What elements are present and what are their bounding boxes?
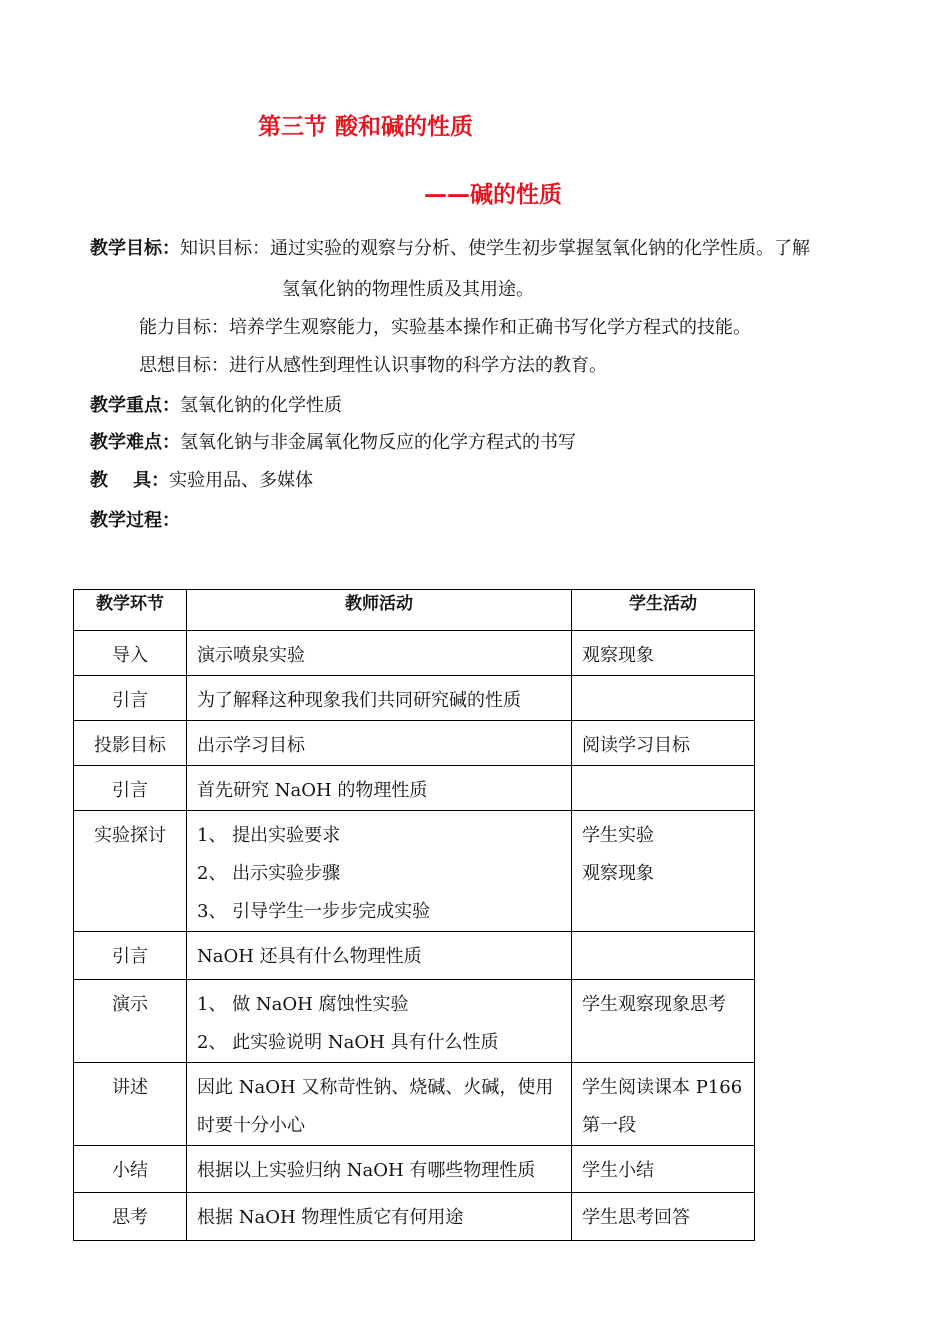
table-row [74, 1193, 755, 1241]
difficulty-label: 教学难点： [90, 432, 180, 453]
student-activity-line: 学生思考回答 [582, 1207, 690, 1228]
student-activity-cell [572, 721, 755, 766]
tools [90, 466, 313, 492]
teacher-activity-line: 根据 NaOH 物理性质它有何用途 [197, 1207, 464, 1228]
table-row [74, 1146, 755, 1193]
difficulty-text: 氢氧化钠与非金属氧化物反应的化学方程式的书写 [180, 432, 576, 453]
stage-cell: 引言 [74, 676, 187, 721]
teacher-activity-line: 1、 提出实验要求 [197, 825, 341, 846]
student-activity-cell [572, 980, 755, 1063]
stage-cell: 演示 [74, 980, 187, 1063]
table-row [74, 721, 755, 766]
student-activity-cell [572, 676, 755, 721]
teacher-activity-line: 3、 引导学生一步步完成实验 [197, 901, 431, 922]
objectives-line-1 [90, 234, 810, 260]
ability-objective: 能力目标：培养学生观察能力，实验基本操作和正确书写化学方程式的技能。 [139, 317, 751, 338]
teacher-activity-line: 演示喷泉实验 [197, 645, 305, 666]
teacher-activity-line: 时要十分小心 [197, 1115, 305, 1136]
teacher-activity-line: 2、 此实验说明 NaOH 具有什么性质 [197, 1032, 499, 1053]
student-activity-cell [572, 932, 755, 980]
section-title: 第三节 酸和碱的性质 [258, 114, 474, 140]
knowledge-objective-continued: 氢氧化钠的物理性质及其用途。 [282, 279, 534, 300]
student-activity-line: 第一段 [582, 1115, 636, 1136]
table-row [74, 631, 755, 676]
stage-cell: 小结 [74, 1146, 187, 1193]
key-point-label: 教学重点： [90, 395, 180, 416]
student-activity-cell [572, 631, 755, 676]
teacher-activity-line: 2、 出示实验步骤 [197, 863, 341, 884]
teacher-activity-cell [187, 811, 572, 932]
student-activity-cell [572, 1193, 755, 1241]
process-label-text: 教学过程： [90, 510, 180, 531]
teacher-activity-line: 首先研究 NaOH 的物理性质 [197, 780, 428, 801]
table-row [74, 811, 755, 932]
stage-cell: 引言 [74, 932, 187, 980]
objectives-label: 教学目标： [90, 238, 180, 259]
teacher-activity-line: 出示学习目标 [197, 735, 305, 756]
tools-text: 实验用品、多媒体 [169, 470, 314, 491]
teacher-activity-cell [187, 932, 572, 980]
table-row [74, 932, 755, 980]
stage-cell: 思考 [74, 1193, 187, 1241]
teacher-activity-cell [187, 631, 572, 676]
stage-cell: 投影目标 [74, 721, 187, 766]
header-student: 学生活动 [572, 590, 755, 631]
stage-cell: 引言 [74, 766, 187, 811]
table-row [74, 1063, 755, 1146]
table-row [74, 980, 755, 1063]
teacher-activity-line: 1、 做 NaOH 腐蚀性实验 [197, 994, 409, 1015]
stage-cell: 导入 [74, 631, 187, 676]
knowledge-objective-text: 知识目标：通过实验的观察与分析、使学生初步掌握氢氧化钠的化学性质。了解 [180, 238, 810, 259]
student-activity-cell [572, 1063, 755, 1146]
tools-label: 教 具： [90, 470, 170, 491]
table-row [74, 676, 755, 721]
student-activity-cell [572, 811, 755, 932]
teacher-activity-line: 为了解释这种现象我们共同研究碱的性质 [197, 690, 521, 711]
difficulty [90, 428, 576, 454]
teacher-activity-line: 因此 NaOH 又称苛性钠、烧碱、火碱，使用 [197, 1077, 554, 1098]
teacher-activity-line: NaOH 还具有什么物理性质 [197, 946, 422, 967]
header-teacher: 教师活动 [187, 590, 572, 631]
student-activity-line: 观察现象 [582, 863, 654, 884]
student-activity-line: 学生实验 [582, 825, 654, 846]
teacher-activity-cell [187, 1193, 572, 1241]
student-activity-cell [572, 1146, 755, 1193]
teacher-activity-cell [187, 721, 572, 766]
student-activity-line: 学生观察现象思考 [582, 994, 726, 1015]
student-activity-line: 观察现象 [582, 645, 654, 666]
student-activity-line: 阅读学习目标 [582, 735, 690, 756]
teacher-activity-cell [187, 1063, 572, 1146]
section-subtitle: ——碱的性质 [424, 182, 562, 208]
teacher-activity-cell [187, 766, 572, 811]
key-point [90, 391, 342, 417]
process-label [90, 506, 180, 532]
table-header-row [74, 590, 755, 631]
teacher-activity-cell [187, 1146, 572, 1193]
table-row [74, 766, 755, 811]
thought-objective: 思想目标：进行从感性到理性认识事物的科学方法的教育。 [139, 355, 607, 376]
lesson-process-table [73, 589, 755, 1241]
stage-cell: 实验探讨 [74, 811, 187, 932]
student-activity-line: 学生小结 [582, 1160, 654, 1181]
teacher-activity-cell [187, 676, 572, 721]
student-activity-cell [572, 766, 755, 811]
key-point-text: 氢氧化钠的化学性质 [180, 395, 342, 416]
teacher-activity-line: 根据以上实验归纳 NaOH 有哪些物理性质 [197, 1160, 536, 1181]
student-activity-line: 学生阅读课本 P166 [582, 1077, 743, 1098]
header-stage: 教学环节 [74, 590, 187, 631]
stage-cell: 讲述 [74, 1063, 187, 1146]
teacher-activity-cell [187, 980, 572, 1063]
